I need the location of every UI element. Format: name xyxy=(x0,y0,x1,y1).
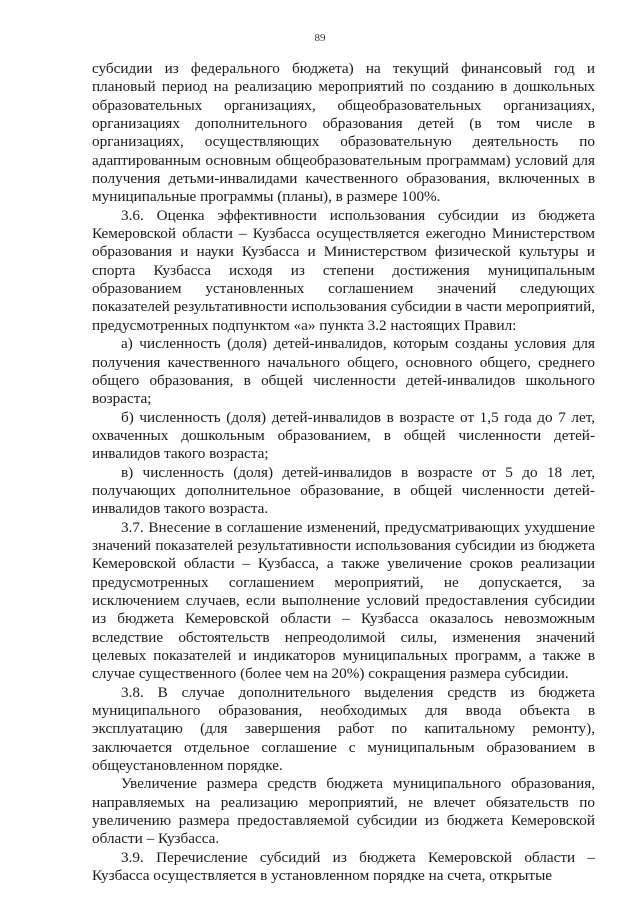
paragraph-3-6-a: а) численность (доля) детей-инвалидов, которым созданы условия для получения качественного начального общего, основного общего, среднего общего образования, в общей численности детей-инвалидов школьного возраста; xyxy=(92,335,595,408)
paragraph-3-9: 3.9. Перечисление субсидий из бюджета Кемеровской области – Кузбасса осуществляется в установленном порядке на счета, открытые xyxy=(92,848,595,885)
paragraph-3-8: 3.8. В случае дополнительного выделения средств из бюджета муниципального образования, необходимых для ввода объекта в эксплуатацию (для завершения работ по капитальному ремонту), заключается отдельное соглашение с муниципальным образованием в общеустановленном порядке. xyxy=(92,683,595,775)
page-number: 89 xyxy=(314,32,326,44)
document-body xyxy=(92,60,595,885)
paragraph-3-6: 3.6. Оценка эффективности использования субсидии из бюджета Кемеровской области – Кузбасса осуществляется ежегодно Министерством образования и науки Кузбасса и Министерством физической культуры и спорта Кузбасса исходя из степени достижения муниципальным образованием установленных соглашением значений следующих показателей результативности использования субсидии в части мероприятий, предусмотренных подпунктом «а» пункта 3.2 настоящих Правил: xyxy=(92,206,595,334)
paragraph-3-6-v: в) численность (доля) детей-инвалидов в возрасте от 5 до 18 лет, получающих дополнительное образование, в общей численности детей-инвалидов такого возраста. xyxy=(92,463,595,518)
paragraph-3-7: 3.7. Внесение в соглашение изменений, предусматривающих ухудшение значений показателей результативности использования субсидии из бюджета Кемеровской области – Кузбасса, а также увеличение сроков реализации предусмотренных соглашением мероприятий, не допускается, за исключением случаев, если выполнение условий предоставления субсидии из бюджета Кемеровской области – Кузбасса оказалось невозможным вследствие обстоятельств непреодолимой силы, изменения значений целевых показателей и индикаторов муниципальных программ, а также в случае существенного (более чем на 20%) сокращения размера субсидии. xyxy=(92,518,595,683)
paragraph-subsidy-continuation: субсидии из федерального бюджета) на текущий финансовый год и плановый период на реализацию мероприятий по созданию в дошкольных образовательных организациях, общеобразовательных организациях, организациях дополнительного образования детей (в том числе в организациях, осуществляющих образовательную деятельность по адаптированным основным общеобразовательным программам) условий для получения детьми-инвалидами качественного образования, включенных в муниципальные программы (планы), в размере 100%. xyxy=(92,60,595,206)
paragraph-3-6-b: б) численность (доля) детей-инвалидов в возрасте от 1,5 года до 7 лет, охваченных дошкольным образованием, в общей численности детей-инвалидов такого возраста; xyxy=(92,408,595,463)
paragraph-3-8-budget-increase: Увеличение размера средств бюджета муниципального образования, направляемых на реализацию мероприятий, не влечет обязательств по увеличению размера предоставляемой субсидии из бюджета Кемеровской области – Кузбасса. xyxy=(92,775,595,848)
